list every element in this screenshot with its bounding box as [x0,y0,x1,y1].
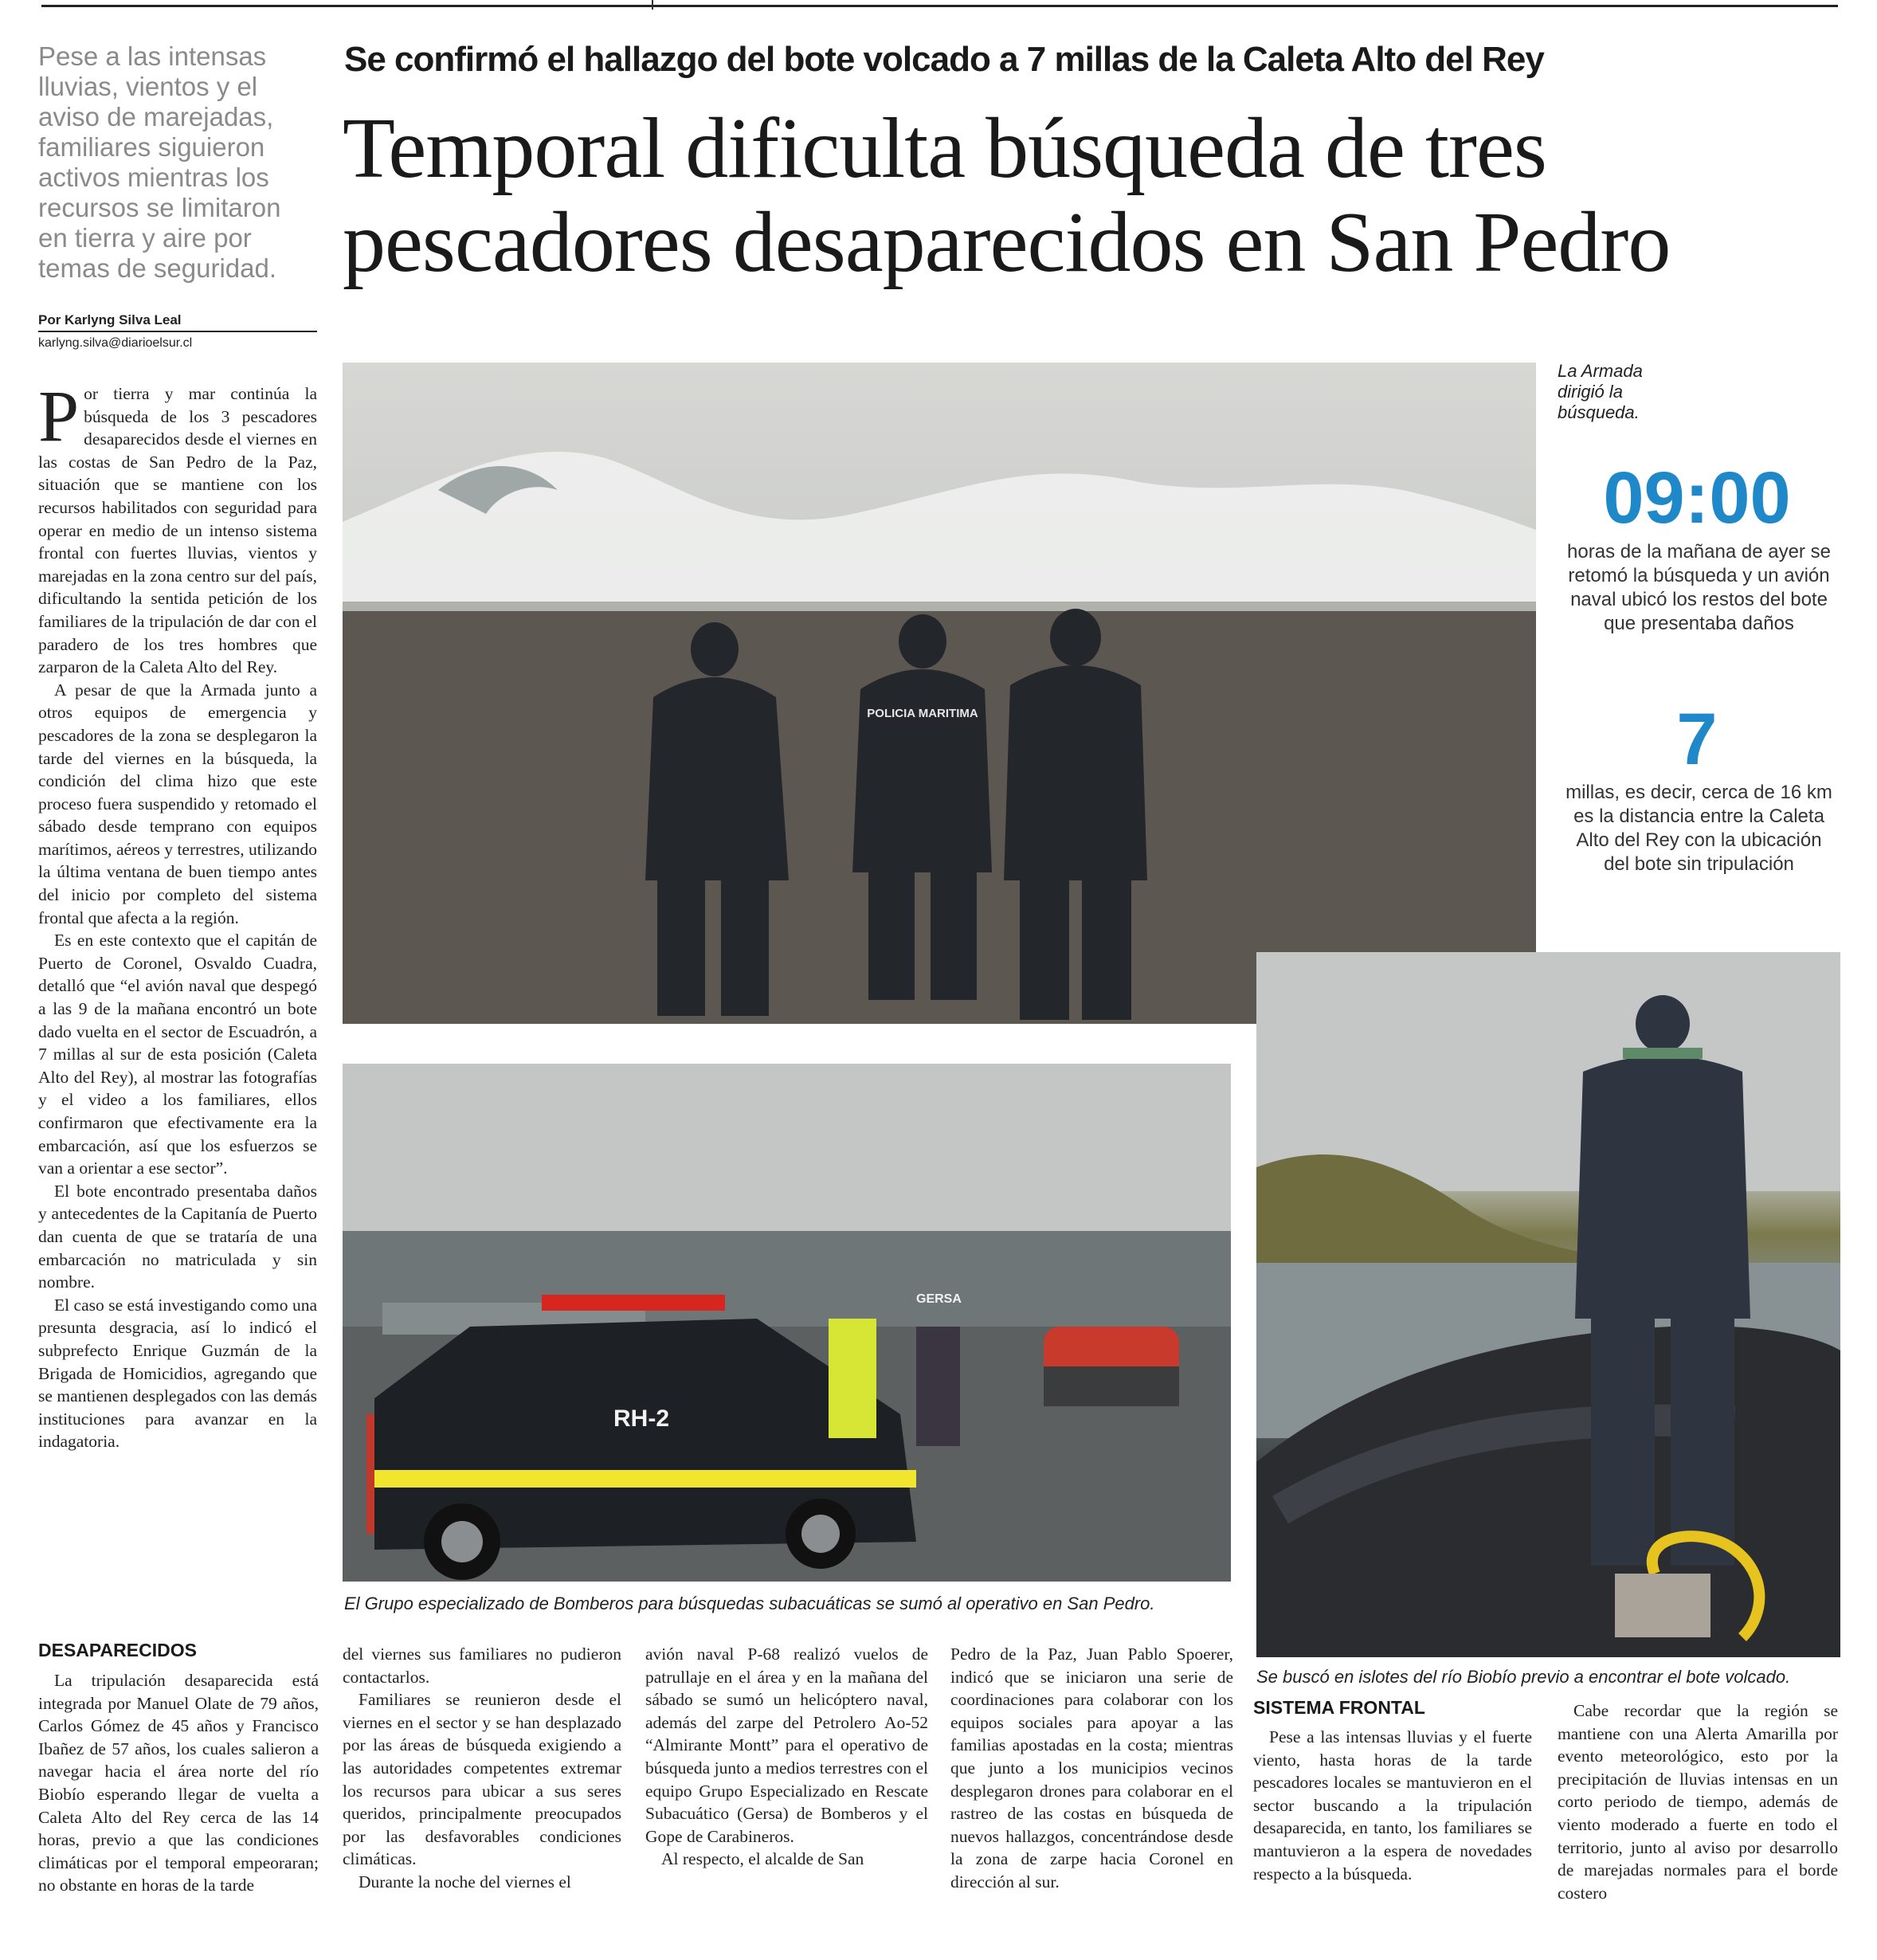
vest-text: POLICIA MARITIMA [867,707,978,720]
paragraph-b1: La tripulación desaparecida está integrada por Manuel Olate de 79 años, Carlos Gómez de 45 años y Francisco Ibañez de 57 años, los cuales salieron a navegar hacia el área norte del río Biobío esperando llegar de vuelta a Caleta Alto del Rey cerca de las 14 horas, previo a que las condiciones climáticas por el temporal empeoraran; no obstante en horas de la tarde [38,1671,319,1895]
subheading-sistema-frontal: SISTEMA FRONTAL [1253,1697,1425,1718]
byline: Por Karlyng Silva Leal [38,312,317,332]
truck-plate-text: RH-2 [613,1405,670,1432]
paragraph-3: Es en este contexto que el capitán de Puerto de Coronel, Osvaldo Cuadra, detalló que “el avión naval que despegó a las 9 de la mañana encontró un bote dado vuelta en el sector de Escuadrón, a 7 millas al sur de esta posición (Caleta Alto del Rey), al mostrar las fotografías y el video a los familiares, ellos confirmaron que efectivamente era la embarcación, así que los esfuerzos se van a orientar a ese sector”. [38,931,317,1178]
author-email: karlyng.silva@diarioelsur.cl [38,336,193,350]
paragraph-4: El bote encontrado presentaba daños y antecedentes de la Capitanía de Puerto dan cuenta de que se trataría de una embarcación no matriculada y sin nombre. [38,1181,317,1292]
paragraph-2: A pesar de que la Armada junto a otros equipos de emergencia y pescadores de la zona se desplegaron la tarde del viernes en la búsqueda, la condición del clima hizo que este proceso fuera suspendido y retomado el sábado desde temprano con equipos marítimos, aéreos y terrestres, utilizando la última ventana de buen tiempo antes del inicio por completo del sistema frontal que afecta a la región. [38,680,317,927]
truck-door-text: GERSA [916,1292,962,1306]
headline [343,102,1856,290]
bottom-column-4 [950,1643,1233,1934]
paragraph-5: El caso se está investigando como una presunta desgracia, así lo indicó el subprefecto Enrique Guzmán de la Brigada de Homicidios, agregando que se mantienen desplegados con las demás instituciones para avanzar en la indagatoria. [38,1295,317,1452]
truck-scene-illustration [343,1064,1231,1582]
bottom-column-6 [1558,1699,1838,1935]
river-scene-illustration [1256,952,1840,1657]
stat-miles-text: millas, es decir, cerca de 16 km es la distancia entre la Caleta Alto del Rey con la ubicación del bote sin tripulación [1565,782,1832,875]
caption-photo-3: Se buscó en islotes del río Biobío previo a encontrar el bote volcado. [1256,1667,1791,1687]
photo-beach-officers [343,363,1536,1024]
paragraph-b2b: Familiares se reunieron desde el viernes en el sector y se han desplazado por las áreas de búsqueda exigiendo a las autoridades competentes extremar los recursos para ubicar a sus seres queridos, principalmente preocupados por las desfavorables condiciones climáticas. [343,1690,621,1869]
paragraph-b2a: del viernes sus familiares no pudieron contactarlos. [343,1644,621,1687]
caption-photo-2: El Grupo especializado de Bomberos para búsquedas subacuáticas se sumó al operativo en San Pedro. [344,1593,1155,1613]
top-rule-tick [652,0,653,10]
bottom-column-5 [1253,1726,1532,1935]
caption-photo-1: La Armada dirigió la búsqueda. [1558,361,1643,422]
bottom-column-2 [343,1643,621,1934]
paragraph-b3a: avión naval P-68 realizó vuelos de patrullaje en el área y en la mañana del sábado se sumó un helicóptero naval, además del zarpe del Petrolero Ao-52 “Almirante Montt” para el operativo de búsqueda junto a medios terrestres con el equipo Grupo Especializado en Rescate Subacuático (Gersa) de Bomberos y el Gope de Carabineros. [645,1644,928,1846]
headline-line-2: pescadores desaparecidos en San Pedro [343,195,1671,290]
bottom-column-3 [645,1643,928,1934]
kicker: Se confirmó el hallazgo del bote volcado a 7 millas de la Caleta Alto del Rey [344,40,1544,79]
lede: Pese a las intensas lluvias, vientos y el aviso de marejadas, familiares siguieron activos mientras los recursos se limitaron en tierra y aire por temas de seguridad. [38,41,281,283]
stat-time-value: 09:00 [1603,457,1791,539]
main-column [38,382,317,1625]
paragraph-1-text: or tierra y mar continúa la búsqueda de los 3 pescadores desaparecidos desde el viernes en las costas de San Pedro de la Paz, situación que se mantiene con los recursos habilitados con seguridad para operar en medio de un intenso sistema frontal con fuertes lluvias, vientos y marejadas en la zona centro sur del país, dificultando la sentida petición de los familiares de la tripulación de dar con el paradero de los tres hombres que zarparon de la Caleta Alto del Rey. [38,384,317,677]
beach-scene-illustration [343,363,1536,1024]
photo-rescue-truck [343,1064,1231,1582]
paragraph-b5: Pese a las intensas lluvias y el fuerte viento, hasta horas de la tarde pescadores locales se mantuvieron en el sector buscando a la tripulación desaparecida, en tanto, los familiares se mantuvieron a la espera de novedades respecto a la búsqueda. [1253,1727,1532,1884]
photo-river-boat [1256,952,1840,1657]
paragraph-b3b: Al respecto, el alcalde de San [661,1849,864,1869]
paragraph-b4: Pedro de la Paz, Juan Pablo Spoerer, indicó que se iniciaron una serie de coordinaciones para colaborar con los equipos sociales para apoyar a las familias apostadas en la costa; mientras que junto a los municipios vecinos desplegaron drones para colaborar en el rastreo de las costas en búsqueda de nuevos hallazgos, concentrándose desde la zona de zarpe hacia Coronel en dirección al sur. [950,1644,1233,1891]
bottom-column-1 [38,1669,319,1932]
stat-miles-value: 7 [1676,699,1718,780]
headline-line-1: Temporal dificulta búsqueda de tres [343,101,1546,196]
top-rule [41,5,1838,7]
subheading-desaparecidos: DESAPARECIDOS [38,1640,197,1660]
paragraph-b6: Cabe recordar que la región se mantiene con una Alerta Amarilla por evento meteorológico, esto por la precipitación de lluvias intensas en un corto periodo de tiempo, además de viento moderado a fuerte en todo el territorio, junto al aviso por desarrollo de marejadas normales para el borde costero [1558,1701,1838,1903]
paragraph-1 [38,382,317,679]
dropcap: P [38,382,80,457]
paragraph-b2c: Durante la noche del viernes el [359,1872,571,1891]
stat-time-text: horas de la mañana de ayer se retomó la búsqueda y un avión naval ubicó los restos del bote que presentaba daños [1567,541,1831,634]
